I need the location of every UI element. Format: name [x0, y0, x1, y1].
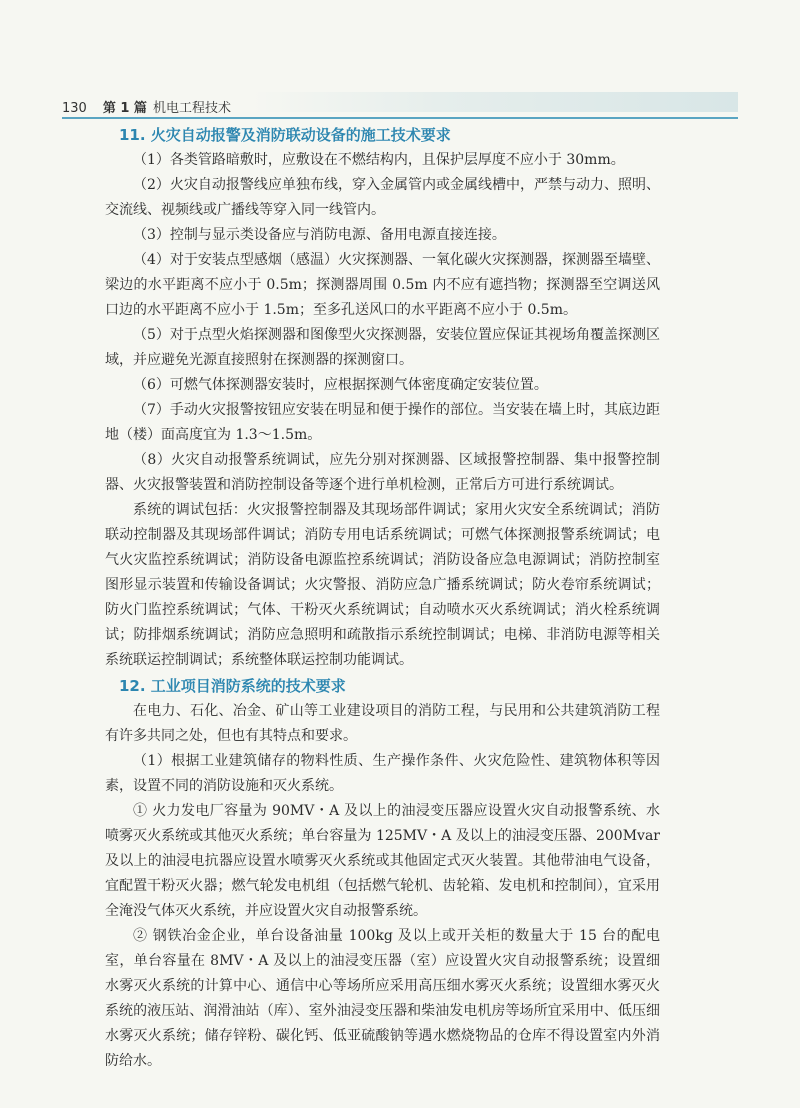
paragraph: （1）根据工业建筑储存的物料性质、生产操作条件、火灾危险性、建筑物体积等因素，设置不同的消防设施和灭火系统。	[105, 753, 660, 794]
paragraph: （4）对于安装点型感烟（感温）火灾探测器、一氧化碳火灾探测器，探测器至墙壁、梁边的水平距离不应小于 0.5m；探测器周围 0.5m 内不应有遮挡物；探测器至空调送风口边的水平距离不应小于 1.5m；至多孔送风口的水平距离不应小于 0.5m。	[105, 252, 660, 318]
page-header	[62, 90, 738, 116]
paragraph: （6）可燃气体探测器安装时，应根据探测气体密度确定安装位置。	[133, 377, 548, 393]
chapter-title: 机电工程技术	[152, 101, 231, 116]
paragraph: （5）对于点型火焰探测器和图像型火灾探测器，安装位置应保证其视场角覆盖探测区域，并应避免光源直接照射在探测器的探测窗口。	[105, 327, 660, 368]
paragraph: （7）手动火灾报警按钮应安装在明显和便于操作的部位。当安装在墙上时，其底边距地（楼）面高度宜为 1.3～1.5m。	[105, 402, 660, 443]
paragraph: ① 火力发电厂容量为 90MV・A 及以上的油浸变压器应设置火灾自动报警系统、水喷雾灭火系统或其他灭火系统；单台容量为 125MV・A 及以上的油浸变压器、200Mvar 及以上的油浸电抗器应设置水喷雾灭火系统或其他固定式灭火装置。其他带油电气设备，宜配置干粉灭火器；燃气轮发电机组（包括燃气轮机、齿轮箱、发电机和控制间），宜采用全淹没气体灭火系统，并应设置火灾自动报警系统。	[105, 803, 660, 919]
paragraph: ② 钢铁冶金企业，单台设备油量 100kg 及以上或开关柜的数量大于 15 台的配电室，单台容量在 8MV・A 及以上的油浸变压器（室）应设置火灾自动报警系统；设置细水雾灭火系统的计算中心、通信中心等场所应采用高压细水雾灭火系统；设置细水雾灭火系统的液压站、润滑油站（库）、室外油浸变压器和柴油发电机房等场所宜采用中、低压细水雾灭火系统；储存锌粉、碳化钙、低亚硫酸钠等遇水燃烧物品的仓库不得设置室内外消防给水。	[105, 928, 660, 1069]
chapter-label: 第 1 篇	[102, 101, 147, 116]
page-body	[105, 122, 660, 1074]
paragraph: （2）火灾自动报警线应单独布线，穿入金属管内或金属线槽中，严禁与动力、照明、交流线、视频线或广播线等穿入同一线管内。	[105, 177, 660, 218]
header-rule	[62, 117, 738, 119]
paragraph: （8）火灾自动报警系统调试，应先分别对探测器、区域报警控制器、集中报警控制器、火灾报警装置和消防控制设备等逐个进行单机检测，正常后方可进行系统调试。	[105, 452, 660, 493]
paragraph: 在电力、石化、冶金、矿山等工业建设项目的消防工程，与民用和公共建筑消防工程有许多共同之处，但也有其特点和要求。	[105, 703, 660, 744]
paragraph: 系统的调试包括：火灾报警控制器及其现场部件调试；家用火灾安全系统调试；消防联动控制器及其现场部件调试；消防专用电话系统调试；可燃气体探测报警系统调试；电气火灾监控系统调试；消防设备电源监控系统调试；消防设备应急电源调试；消防控制室图形显示装置和传输设备调试；火灾警报、消防应急广播系统调试；防火卷帘系统调试；防火门监控系统调试；气体、干粉灭火系统调试；自动喷水灭火系统调试；消火栓系统调试；防排烟系统调试；消防应急照明和疏散指示系统控制调试；电梯、非消防电源等相关系统联运控制调试；系统整体联运控制功能调试。	[105, 502, 660, 668]
page-number: 130	[62, 101, 87, 116]
section-title-12: 12. 工业项目消防系统的技术要求	[119, 677, 346, 695]
paragraph: （1）各类管路暗敷时，应敷设在不燃结构内，且保护层厚度不应小于 30mm。	[133, 152, 625, 168]
paragraph: （3）控制与显示类设备应与消防电源、备用电源直接连接。	[133, 227, 506, 243]
section-title-11: 11. 火灾自动报警及消防联动设备的施工技术要求	[119, 126, 451, 144]
